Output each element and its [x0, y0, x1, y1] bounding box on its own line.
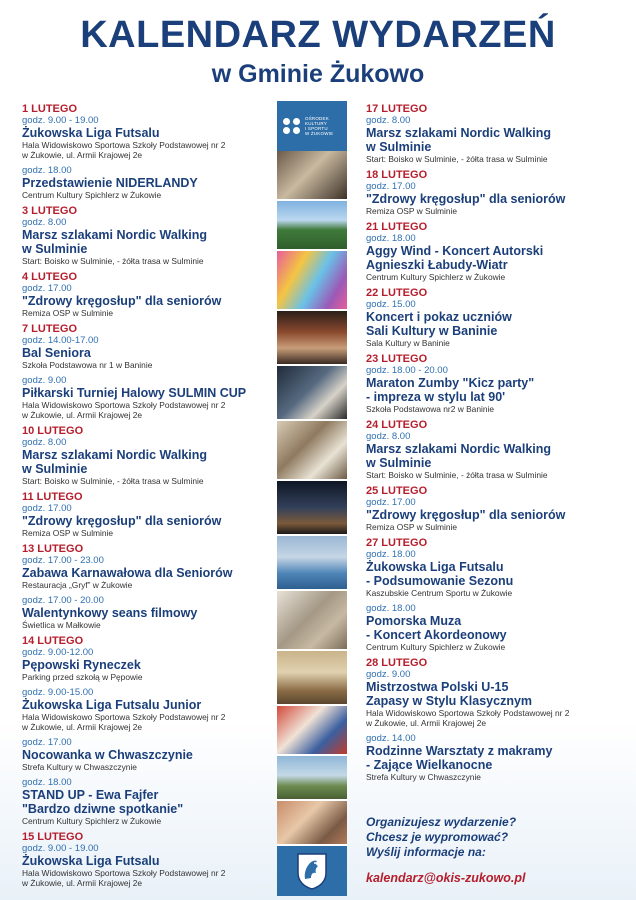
- event-time: godz. 9.00 - 19.00: [22, 115, 99, 126]
- photo-wrestling: [277, 706, 347, 756]
- event-name: w Sulminie: [22, 242, 88, 256]
- event-name: w Sulminie: [22, 462, 88, 476]
- photo-futsal: [277, 536, 347, 591]
- event-item: [366, 603, 626, 657]
- event-name: Maraton Zumby "Kicz party": [366, 376, 535, 390]
- event-name: Pomorska Muza: [366, 614, 462, 628]
- event-item: [366, 485, 626, 537]
- event-date: 14 LUTEGO: [22, 635, 84, 647]
- photo-strip: [277, 101, 347, 896]
- event-location: Remiza OSP w Sulminie: [22, 308, 114, 318]
- event-item: [366, 221, 626, 287]
- event-location: Start: Boisko w Sulminie, - żółta trasa w Sulminie: [366, 470, 548, 480]
- event-location: Hala Widowiskowo Sportowa Szkoły Podstawowej nr 2: [366, 708, 570, 718]
- logo-text: OŚRODEK KULTURY I SPORTU W ŻUKOWIE: [305, 116, 334, 136]
- event-location: Centrum Kultury Spichlerz w Żukowie: [366, 642, 506, 652]
- event-date: 27 LUTEGO: [366, 537, 428, 549]
- event-date: 21 LUTEGO: [366, 221, 428, 233]
- event-time: godz. 17.00: [22, 503, 72, 514]
- event-location: Remiza OSP w Sulminie: [366, 522, 458, 532]
- event-location: Centrum Kultury Spichlerz w Żukowie: [366, 272, 506, 282]
- event-name: "Zdrowy kręgosłup" dla seniorów: [366, 508, 566, 522]
- photo-volleyball: [277, 651, 347, 706]
- event-location: Strefa Kultury w Chwaszczynie: [366, 772, 481, 782]
- event-item: [22, 165, 274, 205]
- event-date: 13 LUTEGO: [22, 543, 84, 555]
- promo-line: Wyślij informacje na:: [366, 845, 486, 859]
- event-name: Żukowska Liga Futsalu: [22, 854, 160, 868]
- photo-hall: [277, 591, 347, 651]
- event-location: Remiza OSP w Sulminie: [366, 206, 458, 216]
- event-name: Marsz szlakami Nordic Walking: [22, 448, 208, 462]
- event-name: w Sulminie: [366, 140, 432, 154]
- event-name: Sali Kultury w Baninie: [366, 324, 498, 338]
- gmina-crest: [277, 846, 347, 896]
- event-date: 3 LUTEGO: [22, 205, 78, 217]
- event-name: Pępowski Ryneczek: [22, 658, 141, 672]
- photo-nordic-walking: [277, 201, 347, 251]
- photo-theatre: [277, 151, 347, 201]
- griffin-crest-icon: [295, 851, 329, 891]
- event-name: - Zające Wielkanocne: [366, 758, 493, 772]
- event-date: 11 LUTEGO: [22, 491, 83, 503]
- event-time: godz. 9.00: [22, 375, 67, 386]
- event-date: 25 LUTEGO: [366, 485, 428, 497]
- event-location: Sala Kultury w Baninie: [366, 338, 450, 348]
- event-location: Start: Boisko w Sulminie, - żółta trasa w Sulminie: [22, 256, 204, 266]
- event-name: STAND UP - Ewa Fajfer: [22, 788, 159, 802]
- event-name: Żukowska Liga Futsalu Junior: [22, 698, 202, 712]
- event-date: 1 LUTEGO: [22, 103, 78, 115]
- event-date: 28 LUTEGO: [366, 657, 428, 669]
- event-time: godz. 8.00: [366, 431, 411, 442]
- event-date: 22 LUTEGO: [366, 287, 428, 299]
- events-column-left: [22, 103, 274, 893]
- events-column-right: [366, 103, 626, 787]
- event-time: godz. 8.00: [22, 217, 67, 228]
- event-time: godz. 17.00 - 20.00: [22, 595, 104, 606]
- event-location: Hala Widowiskowo Sportowa Szkoły Podstawowej nr 2: [22, 712, 226, 722]
- photo-colour-festival: [277, 251, 347, 311]
- event-item: [366, 419, 626, 485]
- event-item: [22, 831, 274, 893]
- event-time: godz. 18.00: [366, 233, 416, 244]
- event-name: Żukowska Liga Futsalu: [22, 126, 160, 140]
- event-name: Piłkarski Turniej Halowy SULMIN CUP: [22, 386, 247, 400]
- event-location: w Żukowie, ul. Armii Krajowej 2e: [22, 150, 143, 160]
- event-name: "Zdrowy kręgosłup" dla seniorów: [22, 514, 222, 528]
- promo-box: [366, 815, 626, 886]
- event-location: Szkoła Podstawowa nr 1 w Baninie: [22, 360, 153, 370]
- event-name: Mistrzostwa Polski U-15: [366, 680, 509, 694]
- event-time: godz. 17.00: [22, 737, 72, 748]
- event-date: 18 LUTEGO: [366, 169, 428, 181]
- event-name: - Koncert Akordeonowy: [366, 628, 507, 642]
- event-location: Start: Boisko w Sulminie, - żółta trasa w Sulminie: [22, 476, 204, 486]
- event-date: 17 LUTEGO: [366, 103, 428, 115]
- event-time: godz. 8.00: [366, 115, 411, 126]
- event-item: [22, 543, 274, 595]
- event-item: [366, 733, 626, 787]
- event-name: Zabawa Karnawałowa dla Seniorów: [22, 566, 233, 580]
- event-location: Hala Widowiskowo Sportowa Szkoły Podstawowej nr 2: [22, 400, 226, 410]
- event-location: Restauracja „Gryf” w Żukowie: [22, 580, 133, 590]
- photo-workshop: [277, 421, 347, 481]
- event-name: Żukowska Liga Futsalu: [366, 560, 504, 574]
- event-time: godz. 17.00: [22, 283, 72, 294]
- event-date: 4 LUTEGO: [22, 271, 78, 283]
- event-item: [22, 205, 274, 271]
- event-item: [366, 353, 626, 419]
- event-name: Przedstawienie NIDERLANDY: [22, 176, 198, 190]
- event-time: godz. 14.00: [366, 733, 416, 744]
- event-item: [366, 657, 626, 733]
- event-name: Nocowanka w Chwaszczynie: [22, 748, 193, 762]
- event-location: Centrum Kultury Spichlerz w Żukowie: [22, 816, 162, 826]
- photo-crafts: [277, 801, 347, 846]
- event-time: godz. 17.00 - 23.00: [22, 555, 104, 566]
- event-item: [22, 635, 274, 687]
- event-item: [366, 537, 626, 603]
- event-location: Remiza OSP w Sulminie: [22, 528, 114, 538]
- event-item: [22, 737, 274, 777]
- event-time: godz. 18.00: [22, 777, 72, 788]
- event-time: godz. 9.00-12.00: [22, 647, 94, 658]
- event-name: Marsz szlakami Nordic Walking: [366, 442, 552, 456]
- event-name: - Podsumowanie Sezonu: [366, 574, 514, 588]
- event-location: Parking przed szkołą w Pępowie: [22, 672, 143, 682]
- event-location: w Żukowie, ul. Armii Krajowej 2e: [366, 718, 487, 728]
- event-item: [22, 777, 274, 831]
- photo-concert: [277, 481, 347, 536]
- event-time: godz. 9.00-15.00: [22, 687, 94, 698]
- photo-guitarist: [277, 366, 347, 421]
- photo-outdoor-family: [277, 756, 347, 801]
- event-location: Kaszubskie Centrum Sportu w Żukowie: [366, 588, 513, 598]
- event-time: godz. 18.00: [366, 549, 416, 560]
- event-item: [22, 271, 274, 323]
- event-name: Bal Seniora: [22, 346, 91, 360]
- event-item: [366, 287, 626, 353]
- promo-email-link[interactable]: kalendarz@okis-zukowo.pl: [366, 871, 526, 885]
- event-location: Szkoła Podstawowa nr2 w Baninie: [366, 404, 495, 414]
- event-name: Rodzinne Warsztaty z makramy: [366, 744, 553, 758]
- event-item: [22, 375, 274, 425]
- event-name: "Zdrowy kręgosłup" dla seniorów: [22, 294, 222, 308]
- event-date: 15 LUTEGO: [22, 831, 84, 843]
- event-date: 23 LUTEGO: [366, 353, 428, 365]
- event-date: 24 LUTEGO: [366, 419, 428, 431]
- event-time: godz. 8.00: [22, 437, 67, 448]
- event-name: Walentynkowy seans filmowy: [22, 606, 198, 620]
- event-item: [22, 687, 274, 737]
- event-time: godz. 15.00: [366, 299, 416, 310]
- event-date: 7 LUTEGO: [22, 323, 78, 335]
- event-location: Strefa Kultury w Chwaszczynie: [22, 762, 137, 772]
- event-time: godz. 17.00: [366, 497, 416, 508]
- event-name: Aggy Wind - Koncert Autorski: [366, 244, 544, 258]
- event-name: "Bardzo dziwne spotkanie": [22, 802, 184, 816]
- event-item: [22, 425, 274, 491]
- event-time: godz. 18.00: [366, 603, 416, 614]
- page-title: KALENDARZ WYDARZEŃ: [80, 14, 556, 56]
- event-location: Start: Boisko w Sulminie, - żółta trasa w Sulminie: [366, 154, 548, 164]
- promo-line: Chcesz je wypromować?: [366, 830, 509, 844]
- event-time: godz. 18.00 - 20.00: [366, 365, 448, 376]
- event-name: - impreza w stylu lat 90': [366, 390, 506, 404]
- page-subtitle: w Gminie Żukowo: [211, 60, 425, 88]
- event-date: 10 LUTEGO: [22, 425, 84, 437]
- event-name: Marsz szlakami Nordic Walking: [22, 228, 208, 242]
- event-item: [22, 595, 274, 635]
- photo-choir: [277, 311, 347, 366]
- event-location: Centrum Kultury Spichlerz w Żukowie: [22, 190, 162, 200]
- event-item: [22, 491, 274, 543]
- event-time: godz. 9.00 - 19.00: [22, 843, 99, 854]
- event-name: "Zdrowy kręgosłup" dla seniorów: [366, 192, 566, 206]
- event-time: godz. 18.00: [22, 165, 72, 176]
- event-item: [22, 103, 274, 165]
- event-location: w Żukowie, ul. Armii Krajowej 2e: [22, 410, 143, 420]
- logo-dots-icon: [283, 118, 301, 134]
- event-name: w Sulminie: [366, 456, 432, 470]
- event-location: w Żukowie, ul. Armii Krajowej 2e: [22, 722, 143, 732]
- event-location: Świetlica w Małkowie: [22, 620, 101, 630]
- event-name: Agnieszki Łabudy-Wiatr: [366, 258, 508, 272]
- event-name: Marsz szlakami Nordic Walking: [366, 126, 552, 140]
- event-location: w Żukowie, ul. Armii Krajowej 2e: [22, 878, 143, 888]
- event-time: godz. 17.00: [366, 181, 416, 192]
- okis-logo: [277, 101, 347, 151]
- event-name: Zapasy w Stylu Klasycznym: [366, 694, 533, 708]
- event-item: [22, 323, 274, 375]
- event-location: Hala Widowiskowo Sportowa Szkoły Podstawowej nr 2: [22, 868, 226, 878]
- event-time: godz. 9.00: [366, 669, 411, 680]
- promo-line: Organizujesz wydarzenie?: [366, 815, 517, 829]
- event-name: Koncert i pokaz uczniów: [366, 310, 512, 324]
- event-item: [366, 103, 626, 169]
- event-item: [366, 169, 626, 221]
- event-time: godz. 14.00-17.00: [22, 335, 99, 346]
- event-location: Hala Widowiskowo Sportowa Szkoły Podstawowej nr 2: [22, 140, 226, 150]
